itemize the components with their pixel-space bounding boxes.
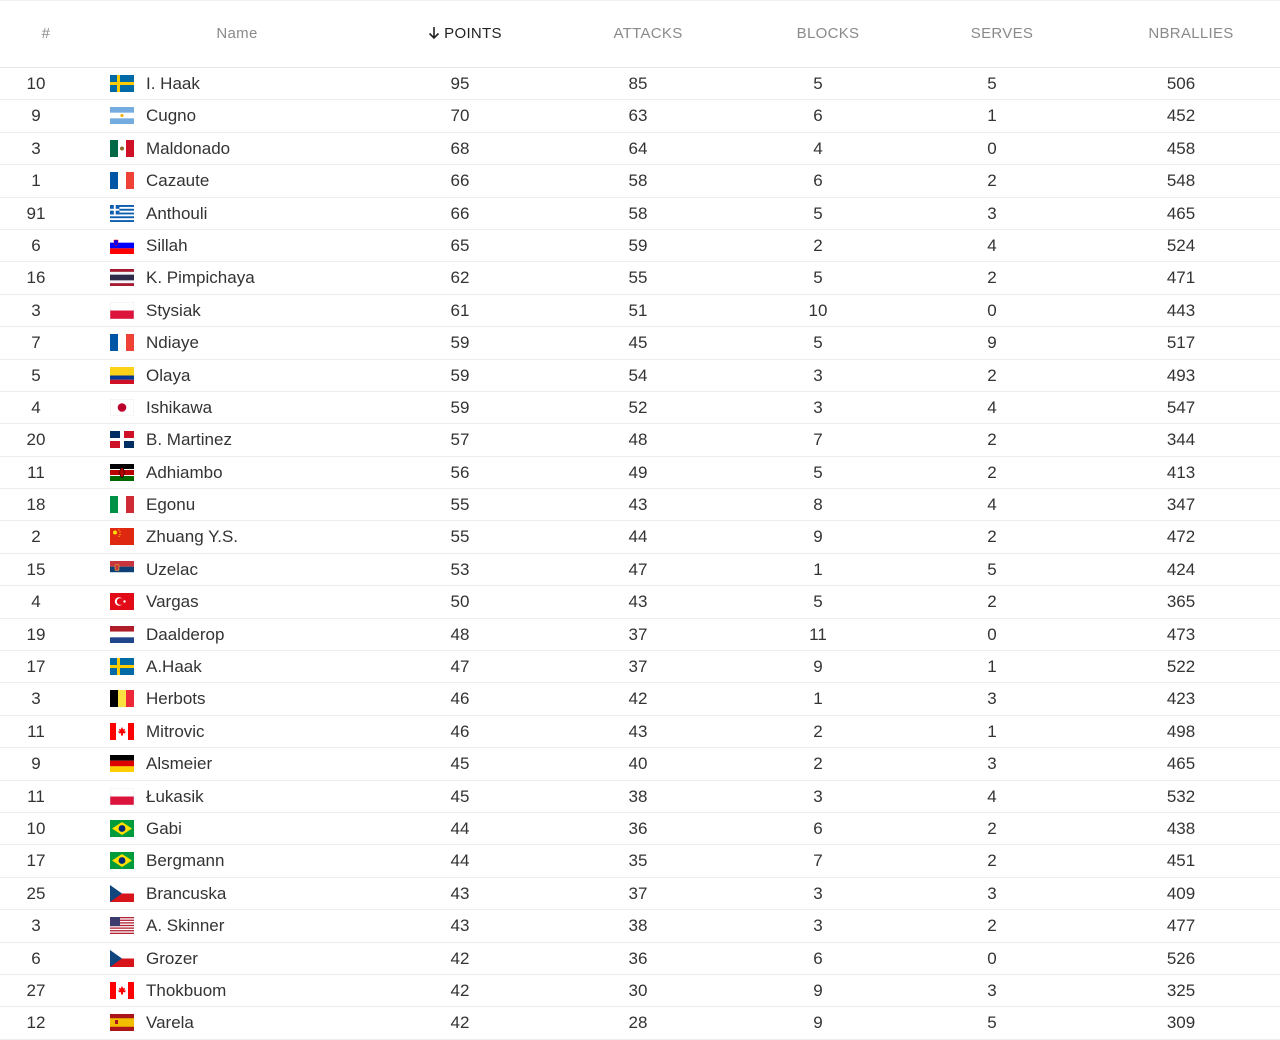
- player-name: Adhiambo: [146, 462, 223, 482]
- player-number: 5: [31, 365, 41, 385]
- flag-ar-icon: [110, 107, 134, 124]
- points-value: 50: [450, 592, 470, 612]
- nbrallies-value: 452: [1166, 106, 1196, 126]
- blocks-value: 5: [813, 592, 823, 612]
- nbrallies-value: 424: [1166, 559, 1196, 579]
- player-number: 16: [26, 268, 46, 288]
- blocks-value: 3: [813, 397, 823, 417]
- points-value: 59: [450, 365, 470, 385]
- player-name: B. Martinez: [146, 430, 232, 450]
- player-name: Gabi: [146, 818, 182, 838]
- blocks-value: 5: [813, 333, 823, 353]
- player-name: A. Skinner: [146, 916, 225, 936]
- attacks-value: 54: [628, 365, 648, 385]
- flag-gr-icon: [110, 205, 134, 222]
- flag-fr-icon: [110, 334, 134, 351]
- flag-de-icon: [110, 755, 134, 772]
- blocks-value: 2: [813, 235, 823, 255]
- serves-value: 4: [987, 235, 997, 255]
- attacks-value: 48: [628, 430, 648, 450]
- player-name: Cazaute: [146, 171, 210, 191]
- player-name: Stysiak: [146, 300, 201, 320]
- blocks-value: 11: [809, 624, 827, 644]
- header-points-label: POINTS: [444, 25, 502, 42]
- serves-value: 1: [987, 106, 997, 126]
- player-name: Egonu: [146, 495, 196, 515]
- flag-si-icon: [110, 237, 134, 254]
- attacks-value: 30: [628, 980, 648, 1000]
- points-value: 95: [450, 74, 470, 93]
- player-name: Brancuska: [146, 883, 227, 903]
- attacks-value: 36: [628, 818, 648, 838]
- player-name: Ishikawa: [146, 397, 213, 417]
- nbrallies-value: 472: [1166, 527, 1196, 547]
- attacks-value: 47: [628, 559, 648, 579]
- nbrallies-value: 477: [1166, 916, 1196, 936]
- blocks-value: 9: [813, 1013, 823, 1033]
- player-number: 17: [26, 851, 46, 871]
- points-value: 42: [450, 948, 470, 968]
- blocks-value: 6: [813, 948, 823, 968]
- blocks-value: 5: [813, 203, 823, 223]
- points-value: 68: [450, 138, 470, 158]
- player-number: 11: [27, 721, 45, 741]
- table-row[interactable]: [0, 619, 1280, 651]
- flag-ke-icon: [110, 464, 134, 481]
- header-points[interactable]: [410, 25, 520, 42]
- blocks-value: 7: [813, 430, 823, 450]
- blocks-value: 9: [813, 657, 823, 677]
- player-name: Bergmann: [146, 851, 225, 871]
- nbrallies-value: 423: [1166, 689, 1196, 709]
- flag-ca-icon: [110, 982, 134, 999]
- serves-value: 2: [987, 171, 997, 191]
- player-number: 4: [31, 397, 41, 417]
- blocks-value: 3: [813, 786, 823, 806]
- player-name: A.Haak: [146, 657, 202, 677]
- nbrallies-value: 365: [1166, 592, 1196, 612]
- nbrallies-value: 451: [1166, 851, 1196, 871]
- table-row[interactable]: [0, 943, 1280, 975]
- attacks-value: 38: [628, 786, 648, 806]
- arrow-down-icon: [428, 25, 440, 42]
- flag-be-icon: [110, 690, 134, 707]
- flag-br-icon: [110, 852, 134, 869]
- table-row[interactable]: [0, 716, 1280, 748]
- points-value: 66: [450, 203, 470, 223]
- blocks-value: 4: [813, 138, 823, 158]
- player-number: 6: [31, 235, 41, 255]
- table-row[interactable]: [0, 165, 1280, 197]
- attacks-value: 38: [628, 916, 648, 936]
- blocks-value: 1: [813, 559, 823, 579]
- serves-value: 5: [987, 1013, 997, 1033]
- nbrallies-value: 347: [1166, 495, 1196, 515]
- points-value: 43: [450, 916, 470, 936]
- nbrallies-value: 325: [1166, 980, 1196, 1000]
- header-serves[interactable]: SERVES: [970, 25, 1034, 42]
- table-row[interactable]: [0, 424, 1280, 456]
- table-row[interactable]: [0, 521, 1280, 553]
- flag-se-icon: [110, 658, 134, 675]
- attacks-value: 44: [628, 527, 648, 547]
- flag-pl-icon: [110, 302, 134, 319]
- points-value: 66: [450, 171, 470, 191]
- attacks-value: 43: [628, 592, 648, 612]
- serves-value: 2: [987, 592, 997, 612]
- blocks-value: 6: [813, 818, 823, 838]
- table-row[interactable]: [0, 683, 1280, 715]
- player-number: 91: [26, 203, 46, 223]
- player-number: 12: [26, 1013, 46, 1033]
- serves-value: 2: [987, 818, 997, 838]
- flag-us-icon: [110, 917, 134, 934]
- player-name: Uzelac: [146, 559, 198, 579]
- points-value: 44: [450, 818, 470, 838]
- points-value: 53: [450, 559, 470, 579]
- nbrallies-value: 438: [1166, 818, 1196, 838]
- attacks-value: 55: [628, 268, 648, 288]
- serves-value: 2: [987, 851, 997, 871]
- attacks-value: 28: [628, 1013, 648, 1033]
- table-row[interactable]: [0, 651, 1280, 683]
- flag-ca-icon: [110, 723, 134, 740]
- table-body: [0, 68, 1280, 1040]
- player-number: 20: [26, 430, 46, 450]
- player-name: Maldonado: [146, 138, 231, 158]
- attacks-value: 58: [628, 203, 648, 223]
- player-name: Ndiaye: [146, 333, 199, 353]
- flag-fr-icon: [110, 172, 134, 189]
- player-name: Zhuang Y.S.: [146, 527, 239, 547]
- player-name: Herbots: [146, 689, 206, 709]
- points-value: 70: [450, 106, 470, 126]
- serves-value: 2: [987, 916, 997, 936]
- blocks-value: 3: [813, 883, 823, 903]
- nbrallies-value: 522: [1166, 657, 1196, 677]
- blocks-value: 7: [813, 851, 823, 871]
- flag-cn-icon: [110, 528, 134, 545]
- nbrallies-value: 524: [1166, 235, 1196, 255]
- nbrallies-value: 532: [1166, 786, 1196, 806]
- flag-jp-icon: [110, 399, 134, 416]
- serves-value: 1: [987, 657, 997, 677]
- points-value: 42: [450, 980, 470, 1000]
- player-number: 11: [27, 786, 45, 806]
- serves-value: 0: [987, 624, 997, 644]
- blocks-value: 10: [808, 300, 828, 320]
- nbrallies-value: 443: [1166, 300, 1196, 320]
- points-value: 46: [450, 689, 470, 709]
- player-name: Grozer: [146, 948, 198, 968]
- player-number: 9: [31, 106, 41, 126]
- player-number: 7: [31, 333, 41, 353]
- blocks-value: 3: [813, 916, 823, 936]
- flag-do-icon: [110, 431, 134, 448]
- header-nbrallies[interactable]: NBRALLIES: [1148, 25, 1234, 42]
- blocks-value: 5: [813, 462, 823, 482]
- table-row[interactable]: [0, 230, 1280, 262]
- blocks-value: 2: [813, 754, 823, 774]
- attacks-value: 58: [628, 171, 648, 191]
- nbrallies-value: 526: [1166, 948, 1196, 968]
- table-row[interactable]: [0, 360, 1280, 392]
- points-value: 47: [450, 657, 470, 677]
- nbrallies-value: 344: [1166, 430, 1196, 450]
- nbrallies-value: 517: [1166, 333, 1196, 353]
- player-name: Thokbuom: [146, 980, 227, 1000]
- nbrallies-value: 498: [1166, 721, 1196, 741]
- player-name: I. Haak: [146, 74, 200, 93]
- attacks-value: 43: [628, 721, 648, 741]
- attacks-value: 43: [628, 495, 648, 515]
- player-number: 27: [26, 980, 46, 1000]
- header-number[interactable]: #: [41, 25, 51, 42]
- points-value: 45: [450, 786, 470, 806]
- player-number: 3: [31, 138, 41, 158]
- table-row[interactable]: [0, 198, 1280, 230]
- blocks-value: 8: [813, 495, 823, 515]
- player-number: 3: [31, 916, 41, 936]
- serves-value: 1: [987, 721, 997, 741]
- serves-value: 3: [987, 754, 997, 774]
- nbrallies-value: 458: [1166, 138, 1196, 158]
- serves-value: 5: [987, 74, 997, 93]
- nbrallies-value: 413: [1166, 462, 1196, 482]
- table-header: [0, 0, 1280, 68]
- attacks-value: 35: [628, 851, 648, 871]
- points-value: 44: [450, 851, 470, 871]
- player-name: Vargas: [146, 592, 199, 612]
- blocks-value: 6: [813, 106, 823, 126]
- player-name: Alsmeier: [146, 754, 213, 774]
- serves-value: 0: [987, 138, 997, 158]
- player-number: 25: [26, 883, 46, 903]
- points-value: 65: [450, 235, 470, 255]
- nbrallies-value: 471: [1166, 268, 1196, 288]
- flag-se-icon: [110, 75, 134, 92]
- serves-value: 2: [987, 527, 997, 547]
- table-row[interactable]: [0, 1007, 1280, 1039]
- player-name: Olaya: [146, 365, 191, 385]
- attacks-value: 85: [628, 74, 648, 93]
- attacks-value: 64: [628, 138, 648, 158]
- points-value: 57: [450, 430, 470, 450]
- attacks-value: 36: [628, 948, 648, 968]
- table-row[interactable]: [0, 295, 1280, 327]
- blocks-value: 5: [813, 74, 823, 93]
- table-row[interactable]: [0, 457, 1280, 489]
- nbrallies-value: 309: [1166, 1013, 1196, 1033]
- serves-value: 3: [987, 203, 997, 223]
- serves-value: 5: [987, 559, 997, 579]
- player-name: Mitrovic: [146, 721, 205, 741]
- nbrallies-value: 465: [1166, 754, 1196, 774]
- serves-value: 9: [987, 333, 997, 353]
- flag-th-icon: [110, 269, 134, 286]
- attacks-value: 63: [628, 106, 648, 126]
- serves-value: 4: [987, 397, 997, 417]
- player-number: 17: [26, 657, 46, 677]
- serves-value: 2: [987, 365, 997, 385]
- blocks-value: 3: [813, 365, 823, 385]
- flag-mx-icon: [110, 140, 134, 157]
- attacks-value: 37: [628, 657, 648, 677]
- points-value: 56: [450, 462, 470, 482]
- blocks-value: 2: [813, 721, 823, 741]
- player-number: 15: [26, 559, 46, 579]
- nbrallies-value: 506: [1166, 74, 1196, 93]
- attacks-value: 37: [628, 883, 648, 903]
- flag-cz-icon: [110, 950, 134, 967]
- attacks-value: 42: [628, 689, 648, 709]
- attacks-value: 40: [628, 754, 648, 774]
- player-name: Daalderop: [146, 624, 225, 644]
- flag-rs-icon: [110, 561, 134, 578]
- player-number: 11: [27, 462, 45, 482]
- nbrallies-value: 548: [1166, 171, 1196, 191]
- header-blocks[interactable]: BLOCKS: [796, 25, 860, 42]
- serves-value: 0: [987, 948, 997, 968]
- attacks-value: 45: [628, 333, 648, 353]
- table-row[interactable]: [0, 845, 1280, 877]
- player-name: Cugno: [146, 106, 197, 126]
- table-row[interactable]: [0, 392, 1280, 424]
- player-number: 9: [31, 754, 41, 774]
- player-name: Łukasik: [146, 786, 204, 806]
- table-row[interactable]: [0, 327, 1280, 359]
- table-row[interactable]: [0, 910, 1280, 942]
- attacks-value: 52: [628, 397, 648, 417]
- player-number: 2: [31, 527, 41, 547]
- attacks-value: 51: [628, 300, 648, 320]
- flag-pl-icon: [110, 788, 134, 805]
- blocks-value: 6: [813, 171, 823, 191]
- flag-it-icon: [110, 496, 134, 513]
- player-number: 3: [31, 300, 41, 320]
- nbrallies-value: 465: [1166, 203, 1196, 223]
- nbrallies-value: 493: [1166, 365, 1196, 385]
- points-value: 59: [450, 333, 470, 353]
- player-number: 10: [26, 74, 46, 93]
- blocks-value: 9: [813, 527, 823, 547]
- points-value: 61: [450, 300, 470, 320]
- table-row[interactable]: [0, 813, 1280, 845]
- serves-value: 4: [987, 495, 997, 515]
- serves-value: 2: [987, 268, 997, 288]
- points-value: 55: [450, 495, 470, 515]
- table-row[interactable]: [0, 68, 1280, 100]
- flag-br-icon: [110, 820, 134, 837]
- nbrallies-value: 547: [1166, 397, 1196, 417]
- table-row[interactable]: [0, 748, 1280, 780]
- flag-co-icon: [110, 367, 134, 384]
- points-value: 42: [450, 1013, 470, 1033]
- player-number: 4: [31, 592, 41, 612]
- points-value: 45: [450, 754, 470, 774]
- serves-value: 2: [987, 430, 997, 450]
- player-name: Sillah: [146, 235, 188, 255]
- player-number: 3: [31, 689, 41, 709]
- table-row[interactable]: [0, 133, 1280, 165]
- attacks-value: 59: [628, 235, 648, 255]
- table-row[interactable]: [0, 781, 1280, 813]
- header-name[interactable]: Name: [216, 25, 258, 42]
- table-row[interactable]: [0, 878, 1280, 910]
- nbrallies-value: 409: [1166, 883, 1196, 903]
- blocks-value: 5: [813, 268, 823, 288]
- attacks-value: 37: [628, 624, 648, 644]
- player-name: Anthouli: [146, 203, 208, 223]
- player-number: 10: [26, 818, 46, 838]
- serves-value: 3: [987, 980, 997, 1000]
- points-value: 48: [450, 624, 470, 644]
- table-row[interactable]: [0, 975, 1280, 1007]
- nbrallies-value: 473: [1166, 624, 1196, 644]
- table-row[interactable]: [0, 489, 1280, 521]
- blocks-value: 1: [813, 689, 823, 709]
- flag-nl-icon: [110, 626, 134, 643]
- serves-value: 4: [987, 786, 997, 806]
- points-value: 46: [450, 721, 470, 741]
- points-value: 62: [450, 268, 470, 288]
- table-row[interactable]: [0, 554, 1280, 586]
- serves-value: 2: [987, 462, 997, 482]
- flag-tr-icon: [110, 593, 134, 610]
- player-number: 19: [26, 624, 46, 644]
- serves-value: 3: [987, 883, 997, 903]
- header-attacks[interactable]: ATTACKS: [613, 25, 683, 42]
- attacks-value: 49: [628, 462, 648, 482]
- points-value: 43: [450, 883, 470, 903]
- player-number: 1: [31, 171, 41, 191]
- table-row[interactable]: [0, 100, 1280, 132]
- serves-value: 3: [987, 689, 997, 709]
- player-name: K. Pimpichaya: [146, 268, 255, 288]
- player-number: 6: [31, 948, 41, 968]
- serves-value: 0: [987, 300, 997, 320]
- points-value: 59: [450, 397, 470, 417]
- player-number: 18: [26, 495, 46, 515]
- player-name: Varela: [146, 1013, 194, 1033]
- flag-cz-icon: [110, 885, 134, 902]
- table-row[interactable]: [0, 262, 1280, 294]
- points-value: 55: [450, 527, 470, 547]
- blocks-value: 9: [813, 980, 823, 1000]
- table-row[interactable]: [0, 586, 1280, 618]
